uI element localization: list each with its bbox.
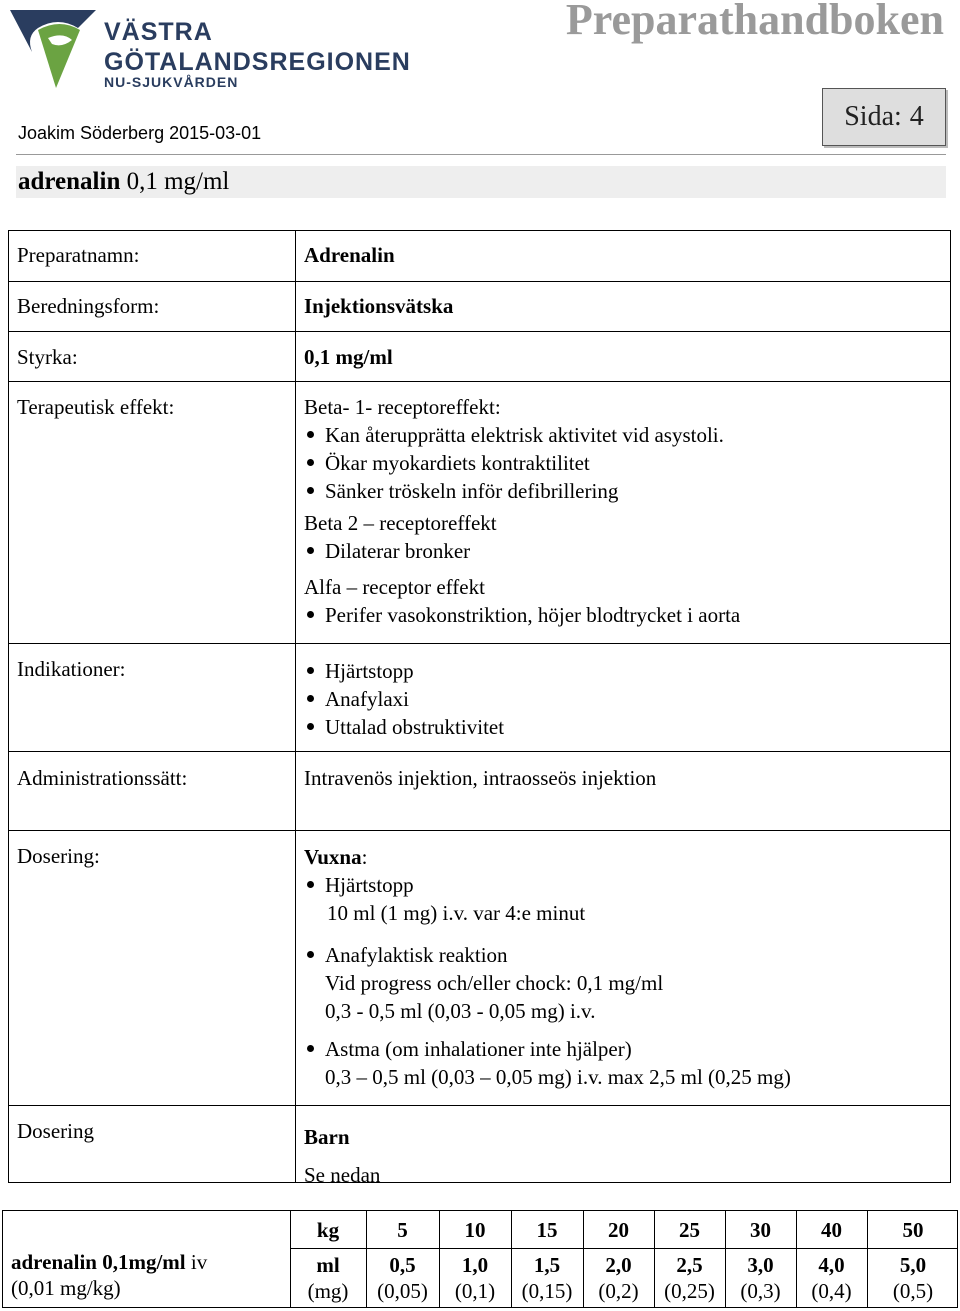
indication-value (304, 657, 504, 741)
effect-value (304, 393, 740, 629)
indication-label: Indikationer: (17, 657, 126, 681)
kg-cell: 25 (679, 1218, 700, 1242)
row-effect (9, 382, 950, 644)
row-form (9, 282, 950, 332)
drug-info-table (8, 230, 951, 1187)
kg-header: kg (316, 1218, 340, 1242)
strength-value: 0,1 mg/ml (304, 345, 393, 369)
list-item: Hjärtstopp (304, 871, 791, 899)
kg-cell: 15 (536, 1218, 558, 1242)
dose-text: Vid progress och/eller chock: 0,1 mg/ml (325, 971, 664, 995)
strength-label: Styrka: (17, 345, 78, 369)
list-item: Kan återupprätta elektrisk aktivitet vid asystoli. (304, 421, 740, 449)
logo-line-2: GÖTALANDSREGIONEN (104, 48, 411, 76)
dose-cell: 1,0 (0,1) (454, 1253, 496, 1303)
form-value: Injektionsvätska (304, 294, 454, 318)
ml-mg-header: ml (mg) (307, 1253, 349, 1303)
list-item: Sänker tröskeln inför defibrillering (304, 477, 740, 505)
row-dosing-adult (9, 831, 950, 1106)
drug-title-name: adrenalin (18, 168, 121, 195)
kg-cell: 30 (750, 1218, 771, 1242)
beta1-heading: Beta- 1- receptoreffekt: (304, 395, 501, 419)
dosing-adult-value (304, 843, 791, 1091)
logo-line-3: NU-SJUKVÅRDEN (104, 74, 239, 90)
dose-drug-label: adrenalin 0,1mg/ml iv (0,01 mg/kg) (11, 1250, 208, 1300)
list-item: Anafylaxi (304, 685, 504, 713)
dose-cell: 1,5 (0,15) (521, 1253, 573, 1303)
list-item: Hjärtstopp (304, 657, 504, 685)
row-indication (9, 644, 950, 752)
form-label: Beredningsform: (17, 294, 160, 318)
name-label: Preparatnamn: (17, 243, 140, 267)
kg-cell: 20 (608, 1218, 629, 1242)
list-item: Perifer vasokonstriktion, höjer blodtrycket i aorta (304, 601, 740, 629)
dosing-child-label: Dosering (17, 1119, 94, 1143)
kg-cell: 10 (464, 1218, 486, 1242)
header-divider (290, 1248, 957, 1249)
kg-cell: 5 (397, 1218, 408, 1242)
kg-cell: 50 (902, 1218, 924, 1242)
vgr-logo-mark (8, 8, 98, 90)
page-indicator (822, 88, 946, 146)
dosing-child-value (304, 1118, 380, 1194)
admin-value: Intravenös injektion, intraosseös injektion (304, 766, 657, 790)
drug-title (18, 168, 229, 196)
dose-text: 0,3 - 0,5 ml (0,03 - 0,05 mg) i.v. (325, 999, 596, 1023)
kg-cell: 40 (821, 1218, 842, 1242)
page-label: Sida: (844, 101, 902, 132)
adult-heading: Vuxna: (304, 845, 368, 869)
dose-cell: 2,5 (0,25) (664, 1253, 715, 1303)
dose-text: 10 ml (1 mg) i.v. var 4:e minut (327, 901, 586, 925)
list-item: Anafylaktisk reaktion (304, 941, 791, 969)
dose-cell: 0,5 (0,05) (377, 1253, 428, 1303)
dose-text: 0,3 – 0,5 ml (0,03 – 0,05 mg) i.v. max 2,5 ml (0,25 mg) (325, 1065, 791, 1089)
beta2-heading: Beta 2 – receptoreffekt (304, 511, 497, 535)
logo-line-1: VÄSTRA (104, 18, 213, 46)
dose-cell: 3,0 (0,3) (740, 1253, 781, 1303)
dosing-label: Dosering: (17, 844, 100, 868)
author-date: Joakim Söderberg 2015-03-01 (18, 123, 262, 143)
row-admin (9, 752, 950, 831)
child-text: Se nedan (304, 1163, 381, 1187)
page-number: 4 (909, 101, 924, 132)
effect-label: Terapeutisk effekt: (17, 395, 175, 419)
divider (16, 154, 946, 155)
name-value: Adrenalin (304, 243, 395, 267)
alfa-heading: Alfa – receptor effekt (304, 575, 485, 599)
dose-cell: 2,0 (0,2) (598, 1253, 639, 1303)
row-name (9, 231, 950, 282)
list-item: Uttalad obstruktivitet (304, 713, 504, 741)
row-dosing-child (9, 1106, 950, 1187)
list-item: Dilaterar bronker (304, 537, 740, 565)
drug-title-strength: 0,1 mg/ml (120, 168, 230, 195)
child-heading: Barn (304, 1125, 350, 1149)
pediatric-dose-table (2, 1210, 958, 1308)
vgr-logo (8, 8, 411, 90)
list-item: Astma (om inhalationer inte hjälper) (304, 1035, 791, 1063)
admin-label: Administrationssätt: (17, 766, 188, 790)
dose-cell: 4,0 (0,4) (811, 1253, 852, 1303)
dose-cell: 5,0 (0,5) (892, 1253, 934, 1303)
row-strength (9, 332, 950, 382)
list-item: Ökar myokardiets kontraktilitet (304, 449, 740, 477)
handbook-title: Preparathandboken (565, 0, 944, 44)
